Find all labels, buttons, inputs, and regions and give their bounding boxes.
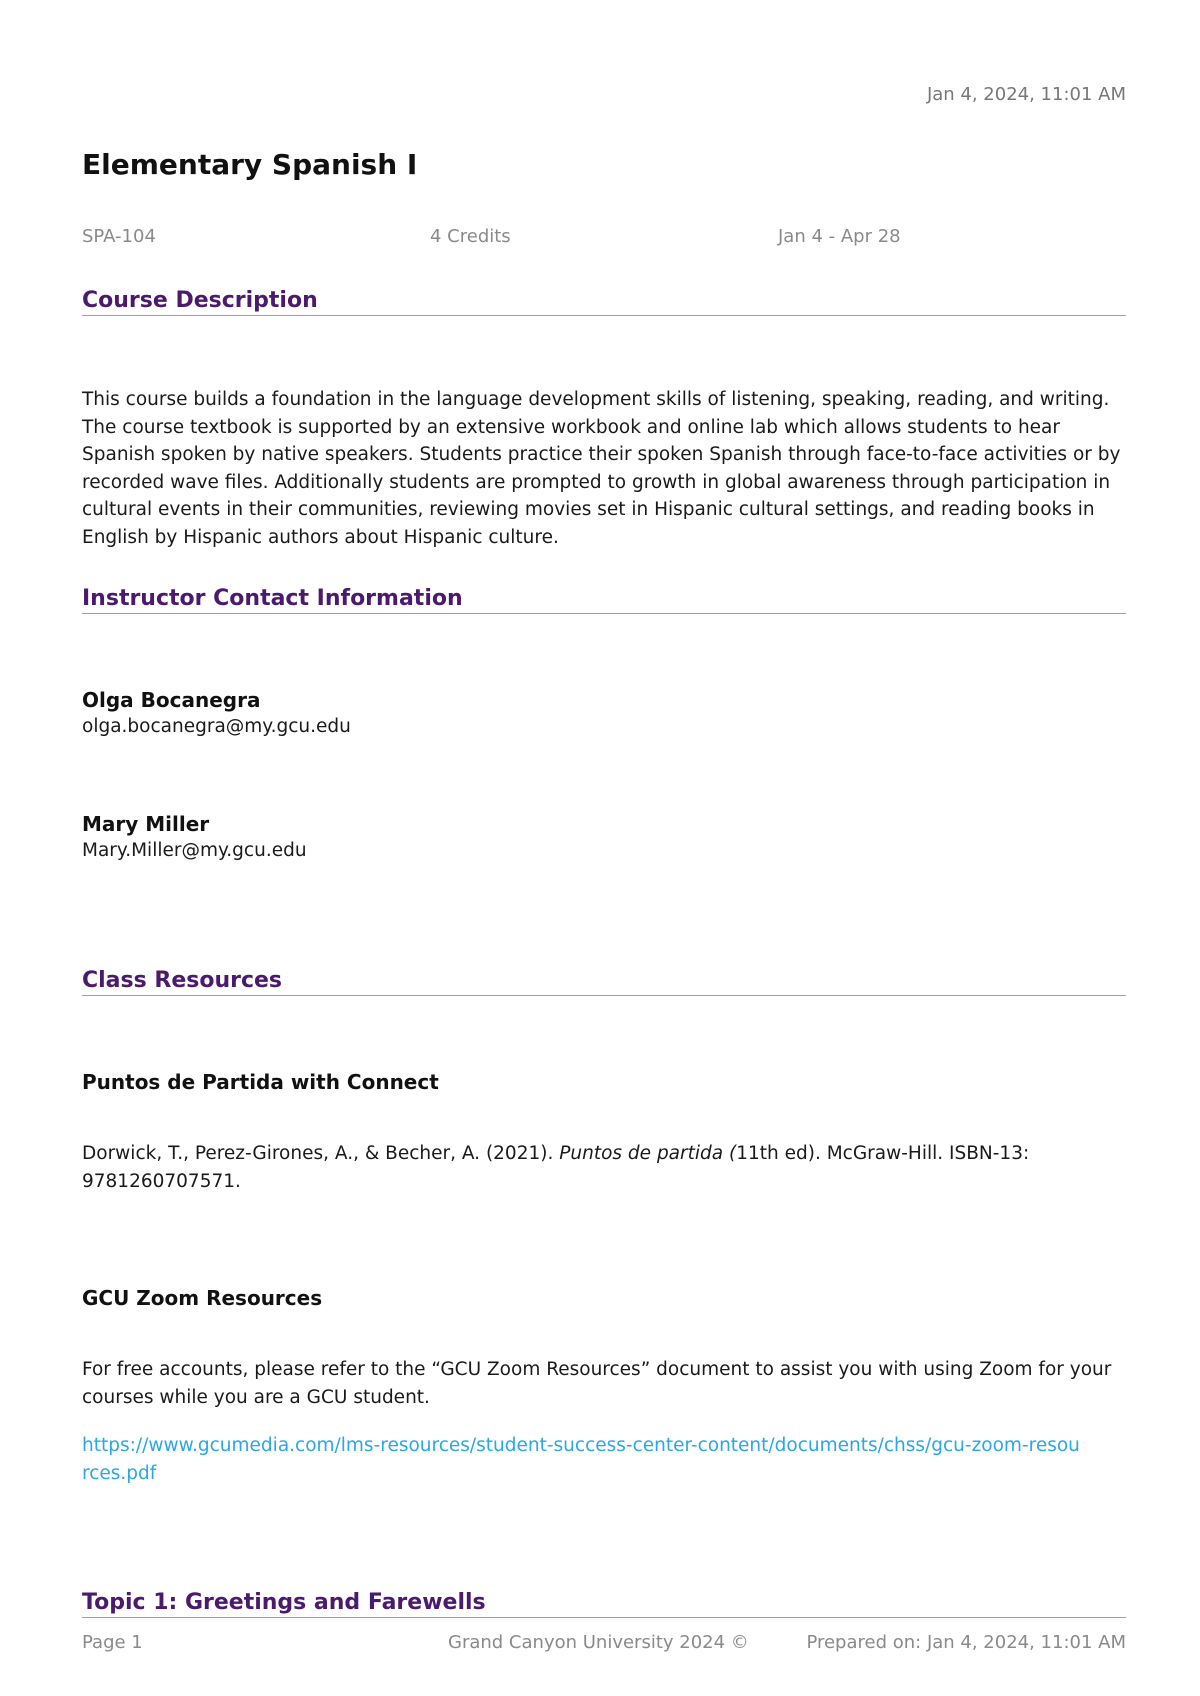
class-resources-heading: Class Resources	[82, 968, 1126, 996]
textbook-title: Puntos de Partida with Connect	[82, 1070, 439, 1094]
footer-prepared-date: Prepared on: Jan 4, 2024, 11:01 AM	[806, 1632, 1126, 1653]
instructor-email[interactable]: olga.bocanegra@my.gcu.edu	[82, 716, 351, 737]
citation-authors: Dorwick, T., Perez-Girones, A., & Becher, A. (2021).	[82, 1143, 560, 1164]
instructor-name: Mary Miller	[82, 812, 210, 836]
citation-title: Puntos de partida (	[559, 1143, 737, 1164]
course-code: SPA-104	[82, 226, 156, 247]
page-number: Page 1	[82, 1632, 143, 1653]
course-description-body: This course builds a foundation in the language development skills of listening, speaking, reading, and writing. The course textbook is supported by an extensive workbook and online lab which allows students to hear Spanish spoken by native speakers. Students practice their spoken Spanish through face-to-face activities or by recorded wave files. Additionally students are prompted to growth in global awareness through participation in cultural events in their communities, reviewing movies set in Hispanic cultural settings, and reading books in English by Hispanic authors about Hispanic culture.	[82, 389, 1121, 548]
course-dates: Jan 4 - Apr 28	[778, 226, 901, 247]
zoom-resources-link[interactable]: https://www.gcumedia.com/lms-resources/student-success-center-content/documents/chss/gcu-zoom-resources.pdf	[82, 1435, 1080, 1484]
topic-1-heading: Topic 1: Greetings and Farewells	[82, 1590, 1126, 1618]
instructor-name: Olga Bocanegra	[82, 688, 261, 712]
zoom-resources-title: GCU Zoom Resources	[82, 1286, 323, 1310]
instructor-contact-heading: Instructor Contact Information	[82, 586, 1126, 614]
citation-publisher: 11th ed). McGraw-Hill. ISBN-13: 9781260707571.	[82, 1143, 1030, 1192]
course-credits: 4 Credits	[430, 226, 511, 247]
textbook-citation	[82, 1140, 1042, 1195]
document-page	[82, 0, 1126, 1696]
footer-copyright: Grand Canyon University 2024 ©	[448, 1632, 749, 1653]
instructor-email[interactable]: Mary.Miller@my.gcu.edu	[82, 840, 307, 861]
page-title: Elementary Spanish I	[82, 148, 418, 181]
zoom-resources-body: For free accounts, please refer to the “GCU Zoom Resources” document to assist you with using Zoom for your courses while you are a GCU student.	[82, 1359, 1112, 1408]
course-description-heading: Course Description	[82, 288, 1126, 316]
print-timestamp: Jan 4, 2024, 11:01 AM	[926, 84, 1126, 105]
